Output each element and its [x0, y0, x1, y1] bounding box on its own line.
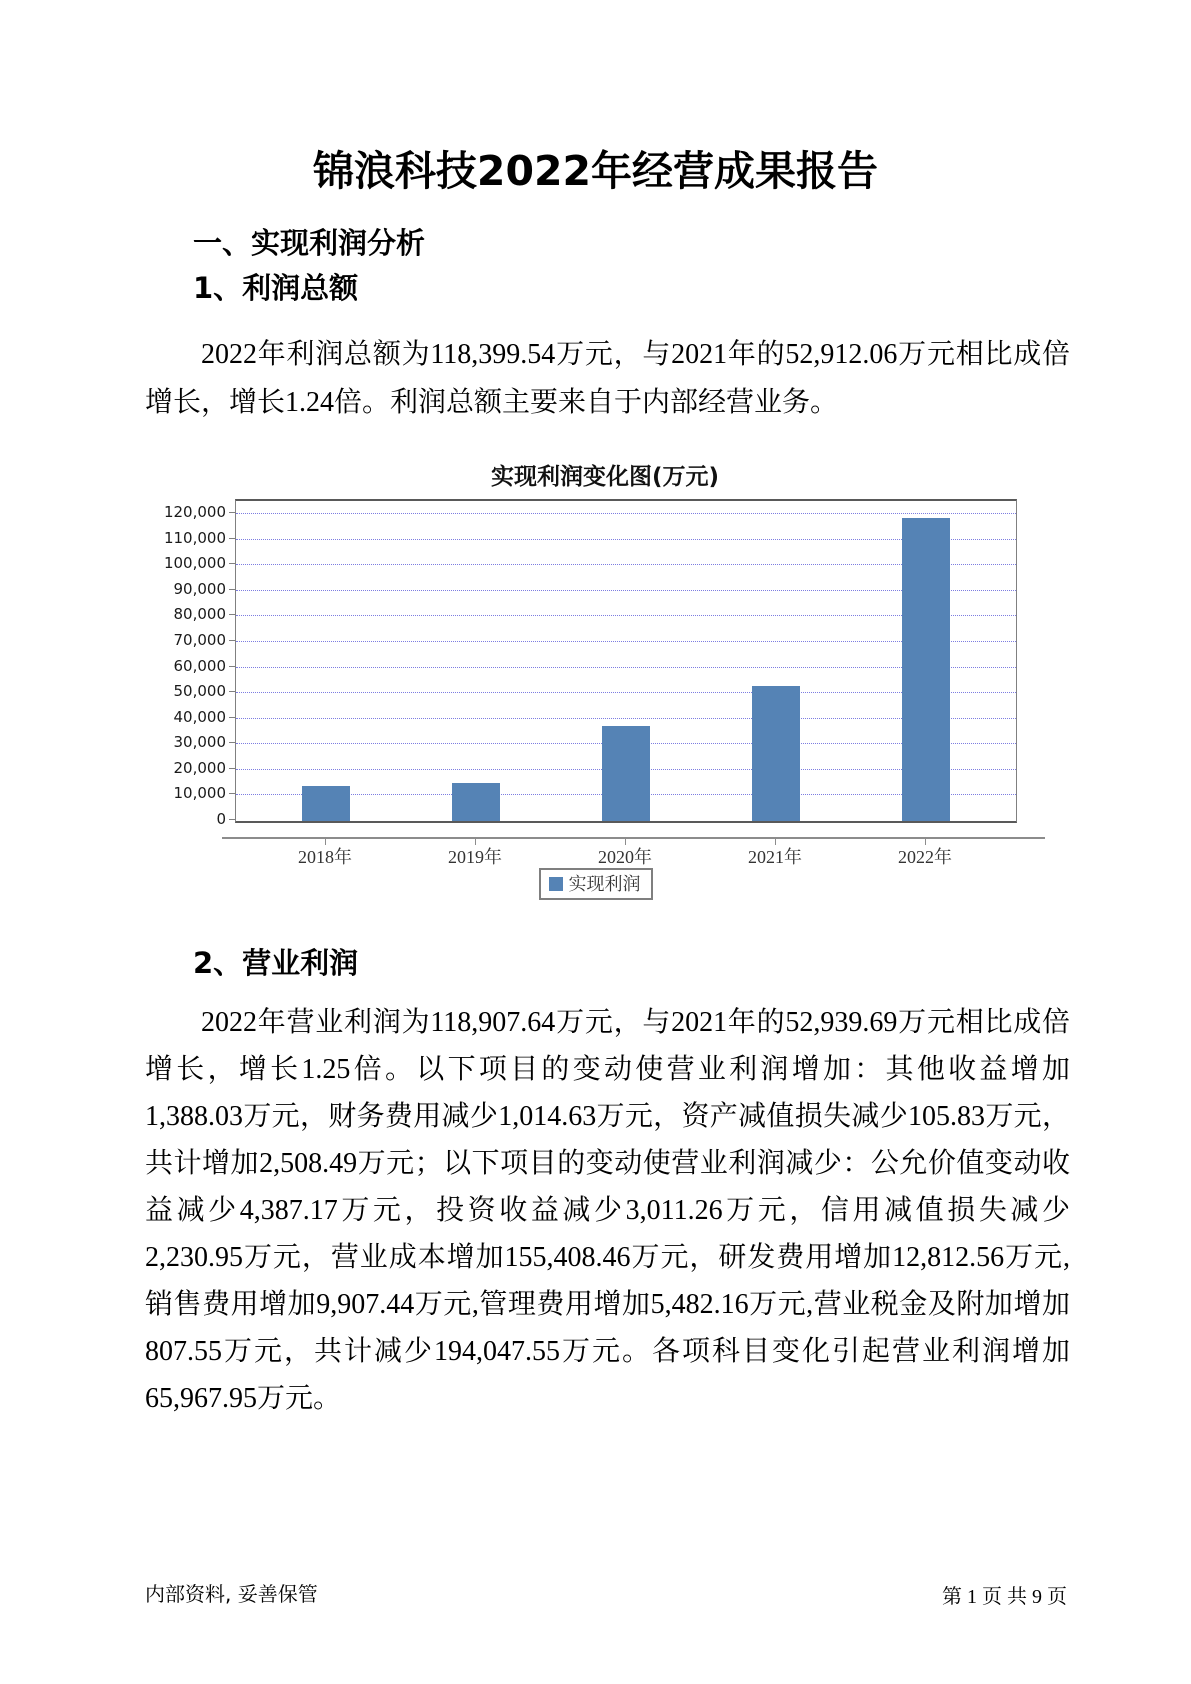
- y-axis-label: 0: [216, 810, 226, 828]
- footer-confidential-note: 内部资料, 妥善保管: [145, 1582, 318, 1606]
- y-axis-label: 60,000: [173, 656, 226, 675]
- bar-2019年: [452, 783, 500, 821]
- y-axis-tick: [229, 793, 236, 794]
- y-axis-tick: [229, 717, 236, 718]
- y-axis-tick: [229, 512, 236, 513]
- x-axis-label: 2020年: [598, 847, 652, 867]
- y-axis-tick: [229, 640, 236, 641]
- chart-x-axis-line: [222, 837, 1045, 839]
- footer-page-number: 第 1 页 共 9 页: [942, 1586, 1067, 1608]
- gridline: [236, 615, 1016, 616]
- gridline: [236, 539, 1016, 540]
- paragraph-operating-profit: 2022年营业利润为118,907.64万元，与2021年的52,939.69万元相比成倍增长，增长1.25倍。以下项目的变动使营业利润增加：其他收益增加1,388.03万元，财务费用减少1,014.63万元，资产减值损失减少105.83万元，共计增加2,508.49万元；以下项目的变动使营业利润减少：公允价值变动收益减少4,387.17万元，投资收益减少3,011.26万元，信用减值损失减少2,230.95万元，营业成本增加155,408.46万元，研发费用增加12,812.56万元,销售费用增加9,907.44万元,管理费用增加5,482.16万元,营业税金及附加增加807.55万元，共计减少194,047.55万元。各项科目变化引起营业利润增加65,967.95万元。: [145, 1007, 1070, 1414]
- y-axis-tick: [229, 768, 236, 769]
- y-axis-tick: [229, 666, 236, 667]
- gridline: [236, 692, 1016, 693]
- y-axis-label: 110,000: [163, 528, 226, 547]
- y-axis-label: 70,000: [173, 630, 226, 649]
- y-axis-label: 90,000: [173, 579, 226, 598]
- y-axis-label: 20,000: [173, 758, 226, 777]
- subsection-1-heading: 1、利润总额: [193, 271, 359, 305]
- bar-2021年: [752, 686, 800, 821]
- y-axis-tick: [229, 538, 236, 539]
- x-axis-label: 2021年: [748, 847, 802, 867]
- x-axis-label: 2018年: [298, 847, 352, 867]
- bar-2022年: [902, 518, 950, 821]
- x-axis-tick: [475, 839, 476, 845]
- gridline: [236, 513, 1016, 514]
- chart-plot-area: [235, 499, 1017, 823]
- y-axis-tick: [229, 614, 236, 615]
- gridline: [236, 590, 1016, 591]
- bar-2018年: [302, 786, 350, 821]
- y-axis-label: 10,000: [173, 784, 226, 803]
- bar-2020年: [602, 726, 650, 821]
- gridline: [236, 667, 1016, 668]
- y-axis-label: 50,000: [173, 682, 226, 701]
- legend-label: 实现利润: [568, 874, 641, 894]
- y-axis-tick: [229, 742, 236, 743]
- y-axis-label: 120,000: [163, 503, 226, 521]
- y-axis-label: 40,000: [173, 707, 226, 726]
- y-axis-label: 30,000: [173, 733, 226, 752]
- y-axis-tick: [229, 563, 236, 564]
- x-axis-tick: [925, 839, 926, 845]
- subsection-2-heading: 2、营业利润: [193, 946, 359, 980]
- document-title: 锦浪科技2022年经营成果报告: [312, 147, 879, 195]
- x-axis-tick: [625, 839, 626, 845]
- y-axis-label: 100,000: [163, 554, 226, 573]
- profit-bar-chart: [0, 455, 1191, 925]
- x-axis-label: 2019年: [448, 847, 502, 867]
- y-axis-label: 80,000: [173, 605, 226, 624]
- section-1-heading: 一、实现利润分析: [193, 226, 426, 260]
- chart-legend: [539, 868, 653, 900]
- x-axis-tick: [325, 839, 326, 845]
- y-axis-tick: [229, 819, 236, 820]
- gridline: [236, 641, 1016, 642]
- gridline: [236, 718, 1016, 719]
- x-axis-tick: [775, 839, 776, 845]
- y-axis-tick: [229, 691, 236, 692]
- chart-title: 实现利润变化图(万元): [490, 464, 720, 490]
- legend-swatch-icon: [549, 877, 563, 891]
- y-axis-tick: [229, 589, 236, 590]
- x-axis-label: 2022年: [898, 847, 952, 867]
- paragraph-profit-total: 2022年利润总额为118,399.54万元，与2021年的52,912.06万元相比成倍增长，增长1.24倍。利润总额主要来自于内部经营业务。: [145, 339, 1070, 418]
- gridline: [236, 564, 1016, 565]
